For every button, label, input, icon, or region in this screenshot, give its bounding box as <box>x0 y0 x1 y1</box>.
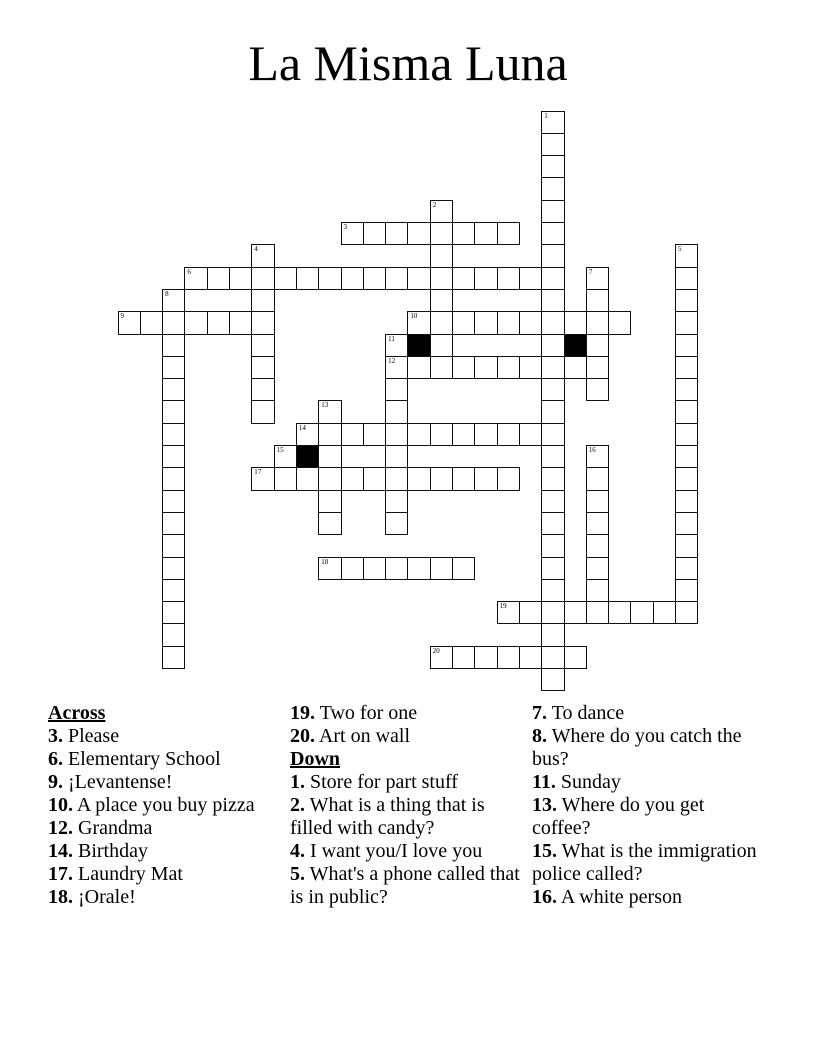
grid-cell[interactable] <box>541 423 564 446</box>
grid-cell[interactable] <box>430 267 453 290</box>
grid-cell[interactable] <box>251 267 274 290</box>
grid-cell[interactable] <box>541 155 564 178</box>
grid-cell[interactable] <box>385 334 408 357</box>
clue-number: 3. <box>48 725 63 747</box>
grid-cell[interactable] <box>675 467 698 490</box>
cell-number: 3 <box>343 223 347 231</box>
grid-cell[interactable] <box>497 467 520 490</box>
grid-cell[interactable] <box>675 289 698 312</box>
clue-number: 18. <box>48 886 73 908</box>
grid-cell[interactable] <box>586 311 609 334</box>
grid-cell[interactable] <box>296 423 319 446</box>
grid-cell[interactable] <box>162 289 185 312</box>
grid-cell[interactable] <box>140 311 163 334</box>
grid-cell[interactable] <box>675 334 698 357</box>
grid-cell[interactable] <box>586 378 609 401</box>
grid-cell[interactable] <box>430 646 453 669</box>
grid-cell[interactable] <box>675 512 698 535</box>
grid-cell[interactable] <box>452 646 475 669</box>
clue <box>290 863 520 909</box>
clue <box>290 702 520 725</box>
grid-cell[interactable] <box>162 490 185 513</box>
grid-cell[interactable] <box>541 267 564 290</box>
grid-cell[interactable] <box>184 311 207 334</box>
grid-cell[interactable] <box>251 378 274 401</box>
grid-cell[interactable] <box>541 311 564 334</box>
grid-cell[interactable] <box>430 244 453 267</box>
grid-cell[interactable] <box>452 311 475 334</box>
grid-cell[interactable] <box>162 445 185 468</box>
grid-cell[interactable] <box>586 512 609 535</box>
grid-cell[interactable] <box>430 467 453 490</box>
clue-number: 6. <box>48 748 63 770</box>
clue-text: Birthday <box>78 840 148 862</box>
grid-cell[interactable] <box>407 222 430 245</box>
clue-number: 14. <box>48 840 73 862</box>
grid-cell[interactable] <box>385 222 408 245</box>
grid-cell[interactable] <box>251 467 274 490</box>
grid-cell[interactable] <box>318 445 341 468</box>
grid-cell[interactable] <box>541 244 564 267</box>
clue-number: 11. <box>532 771 556 793</box>
grid-cell[interactable] <box>385 490 408 513</box>
grid-cell[interactable] <box>162 512 185 535</box>
clue-text: Sunday <box>560 771 621 793</box>
grid-cell[interactable] <box>675 534 698 557</box>
grid-cell[interactable] <box>407 267 430 290</box>
clue-text: ¡Orale! <box>78 886 136 908</box>
grid-cell[interactable] <box>675 601 698 624</box>
grid-cell[interactable] <box>162 378 185 401</box>
grid-cell[interactable] <box>675 445 698 468</box>
grid-cell[interactable] <box>341 467 364 490</box>
clue <box>48 817 278 840</box>
cell-number: 7 <box>588 267 593 276</box>
grid-cell[interactable] <box>586 467 609 490</box>
clue-number: 13. <box>532 794 557 816</box>
grid-cell[interactable] <box>564 311 587 334</box>
clue-text: What is the immigration police called? <box>532 840 757 885</box>
grid-cell[interactable] <box>341 267 364 290</box>
cell-number: 16 <box>588 446 596 454</box>
grid-cell[interactable] <box>363 267 386 290</box>
clue-number: 10. <box>48 794 73 816</box>
grid-cell[interactable] <box>675 356 698 379</box>
grid-cell[interactable] <box>251 400 274 423</box>
clue-number: 9. <box>48 771 63 793</box>
cell-number: 1 <box>544 111 548 120</box>
grid-cell[interactable] <box>318 512 341 535</box>
clue-number: 16. <box>532 886 557 908</box>
grid-cell[interactable] <box>586 267 609 290</box>
grid-cell[interactable] <box>653 601 676 624</box>
cell-number: 5 <box>678 245 682 254</box>
clue-text: I want you/I love you <box>310 840 483 862</box>
grid-cell[interactable] <box>229 267 252 290</box>
cell-number: 15 <box>276 446 284 454</box>
grid-cell[interactable] <box>608 311 631 334</box>
grid-cell[interactable] <box>162 534 185 557</box>
grid-cell[interactable] <box>385 378 408 401</box>
clue <box>532 725 762 771</box>
cell-number: 18 <box>321 557 329 566</box>
clues-column-3 <box>532 702 762 909</box>
grid-cell[interactable] <box>363 222 386 245</box>
grid-cell[interactable] <box>274 267 297 290</box>
grid-cell[interactable] <box>541 467 564 490</box>
clue-number: 12. <box>48 817 73 839</box>
grid-cell[interactable] <box>497 423 520 446</box>
grid-cell[interactable] <box>675 423 698 446</box>
grid-cell[interactable] <box>430 356 453 379</box>
grid-cell[interactable] <box>162 601 185 624</box>
clue-number: 2. <box>290 794 305 816</box>
grid-cell[interactable] <box>497 267 520 290</box>
grid-cell[interactable] <box>407 467 430 490</box>
grid-cell[interactable] <box>474 467 497 490</box>
grid-cell[interactable] <box>675 267 698 290</box>
clue-text: ¡Levantense! <box>68 771 173 793</box>
grid-cell[interactable] <box>385 557 408 580</box>
grid-cell[interactable] <box>407 423 430 446</box>
grid-cell[interactable] <box>452 267 475 290</box>
grid-cell[interactable] <box>541 378 564 401</box>
grid-cell[interactable] <box>385 512 408 535</box>
cell-number: 20 <box>432 646 440 655</box>
clue-number: 20. <box>290 725 315 747</box>
grid-cell[interactable] <box>497 356 520 379</box>
grid-cell[interactable] <box>430 200 453 223</box>
grid-cell[interactable] <box>564 356 587 379</box>
clue-text: A place you buy pizza <box>76 794 255 816</box>
grid-cell[interactable] <box>162 311 185 334</box>
grid-cell[interactable] <box>162 557 185 580</box>
grid-cell[interactable] <box>675 579 698 602</box>
grid-cell[interactable] <box>407 311 430 334</box>
grid-cell[interactable] <box>184 267 207 290</box>
grid-cell[interactable] <box>497 601 520 624</box>
clue <box>532 702 762 725</box>
grid-cell[interactable] <box>497 646 520 669</box>
clue <box>290 771 520 794</box>
puzzle-title: La Misma Luna <box>248 35 568 91</box>
grid-cell[interactable] <box>541 623 564 646</box>
grid-cell[interactable] <box>675 311 698 334</box>
clue-text: Elementary School <box>68 748 221 770</box>
grid-cell[interactable] <box>162 579 185 602</box>
grid-cell[interactable] <box>318 490 341 513</box>
grid-cell[interactable] <box>162 467 185 490</box>
cell-number: 13 <box>321 401 329 410</box>
clue-text: What's a phone called that is in public? <box>290 863 520 908</box>
clue <box>532 771 762 794</box>
grid-cell[interactable] <box>296 467 319 490</box>
grid-cell[interactable] <box>341 222 364 245</box>
grid-cell[interactable] <box>474 423 497 446</box>
clue-number: 19. <box>290 702 315 724</box>
grid-cell[interactable] <box>296 267 319 290</box>
grid-cell[interactable] <box>586 557 609 580</box>
grid-cell[interactable] <box>430 557 453 580</box>
grid-cell[interactable] <box>586 356 609 379</box>
grid-cell[interactable] <box>541 512 564 535</box>
grid-cell[interactable] <box>385 467 408 490</box>
grid-cell[interactable] <box>452 557 475 580</box>
grid-cell[interactable] <box>586 445 609 468</box>
cell-number: 19 <box>499 602 507 611</box>
grid-cell[interactable] <box>385 400 408 423</box>
cell-number: 8 <box>165 289 169 298</box>
grid-cell[interactable] <box>251 289 274 312</box>
clue-text: A white person <box>560 886 682 908</box>
cell-number: 9 <box>120 312 124 321</box>
clue <box>48 840 278 863</box>
grid-cell[interactable] <box>430 311 453 334</box>
grid-cell[interactable] <box>474 267 497 290</box>
grid-cell[interactable] <box>586 579 609 602</box>
grid-cell[interactable] <box>207 311 230 334</box>
grid-cell[interactable] <box>541 601 564 624</box>
cell-number: 14 <box>298 423 306 432</box>
grid-cell[interactable] <box>452 467 475 490</box>
clues-column-1 <box>48 702 278 909</box>
grid-cell[interactable] <box>162 356 185 379</box>
clue <box>48 794 278 817</box>
clue <box>532 794 762 840</box>
grid-cell[interactable] <box>675 244 698 267</box>
clue-number: 15. <box>532 840 557 862</box>
grid-cell[interactable] <box>341 557 364 580</box>
grid-cell[interactable] <box>162 334 185 357</box>
grid-cell[interactable] <box>541 222 564 245</box>
clue <box>48 748 278 771</box>
clue-text: Where do you get coffee? <box>532 794 705 839</box>
clue-text: To dance <box>551 702 625 724</box>
clue-text: What is a thing that is filled with candy? <box>290 794 485 839</box>
grid-cell[interactable] <box>162 400 185 423</box>
grid-cell[interactable] <box>274 445 297 468</box>
clue-number: 17. <box>48 863 73 885</box>
grid-cell[interactable] <box>162 423 185 446</box>
across-header: Across <box>48 702 106 724</box>
grid-cell[interactable] <box>675 378 698 401</box>
grid-cell[interactable] <box>385 423 408 446</box>
grid-cell[interactable] <box>519 423 542 446</box>
grid-cell[interactable] <box>363 557 386 580</box>
grid-cell[interactable] <box>318 557 341 580</box>
clue <box>48 725 278 748</box>
grid-cell[interactable] <box>341 423 364 446</box>
clue <box>48 863 278 886</box>
grid-cell[interactable] <box>497 311 520 334</box>
grid-cell[interactable] <box>541 289 564 312</box>
black-square <box>407 334 430 357</box>
clue-text: Grandma <box>78 817 153 839</box>
grid-cell[interactable] <box>541 534 564 557</box>
clue-number: 8. <box>532 725 547 747</box>
grid-cell[interactable] <box>519 267 542 290</box>
grid-cell[interactable] <box>564 646 587 669</box>
grid-cell[interactable] <box>519 356 542 379</box>
grid-cell[interactable] <box>274 467 297 490</box>
grid-cell[interactable] <box>541 579 564 602</box>
grid-cell[interactable] <box>430 423 453 446</box>
clue <box>532 886 762 909</box>
grid-cell[interactable] <box>630 601 653 624</box>
grid-cell[interactable] <box>497 222 520 245</box>
grid-cell[interactable] <box>207 267 230 290</box>
cell-number: 17 <box>254 468 262 477</box>
grid-cell[interactable] <box>251 334 274 357</box>
grid-cell[interactable] <box>541 557 564 580</box>
clue-text: Store for part stuff <box>310 771 458 793</box>
grid-cell[interactable] <box>430 222 453 245</box>
grid-cell[interactable] <box>586 534 609 557</box>
cell-number: 4 <box>254 245 258 254</box>
grid-cell[interactable] <box>541 334 564 357</box>
grid-cell[interactable] <box>541 400 564 423</box>
grid-cell[interactable] <box>541 445 564 468</box>
clue-text: Art on wall <box>318 725 410 747</box>
grid-cell[interactable] <box>541 356 564 379</box>
clue <box>48 771 278 794</box>
grid-cell[interactable] <box>675 557 698 580</box>
grid-cell[interactable] <box>251 244 274 267</box>
cell-number: 11 <box>388 334 395 343</box>
grid-cell[interactable] <box>541 177 564 200</box>
grid-cell[interactable] <box>474 646 497 669</box>
clue-text: Where do you catch the bus? <box>532 725 742 770</box>
grid-cell[interactable] <box>608 601 631 624</box>
grid-cell[interactable] <box>363 423 386 446</box>
clue-text: Please <box>68 725 120 747</box>
grid-cell[interactable] <box>586 601 609 624</box>
grid-cell[interactable] <box>407 356 430 379</box>
cell-number: 10 <box>410 312 418 321</box>
grid-cell[interactable] <box>162 646 185 669</box>
grid-cell[interactable] <box>474 222 497 245</box>
grid-cell[interactable] <box>541 490 564 513</box>
grid-cell[interactable] <box>430 334 453 357</box>
grid-cell[interactable] <box>675 400 698 423</box>
grid-cell[interactable] <box>430 289 453 312</box>
grid-cell[interactable] <box>318 423 341 446</box>
grid-cell[interactable] <box>586 334 609 357</box>
grid-cell[interactable] <box>452 222 475 245</box>
clue-number: 7. <box>532 702 547 724</box>
grid-cell[interactable] <box>162 623 185 646</box>
grid-cell[interactable] <box>251 356 274 379</box>
black-square <box>564 334 587 357</box>
clue <box>48 886 278 909</box>
clue-text: Two for one <box>319 702 418 724</box>
grid-cell[interactable] <box>318 400 341 423</box>
clues-column-2 <box>290 702 520 909</box>
grid-cell[interactable] <box>519 601 542 624</box>
grid-cell[interactable] <box>474 356 497 379</box>
grid-cell[interactable] <box>519 311 542 334</box>
clue-text: Laundry Mat <box>78 863 183 885</box>
clue <box>532 840 762 886</box>
cell-number: 12 <box>388 356 396 365</box>
grid-cell[interactable] <box>385 267 408 290</box>
clue <box>290 840 520 863</box>
grid-cell[interactable] <box>318 267 341 290</box>
grid-cell[interactable] <box>541 133 564 156</box>
grid-cell[interactable] <box>474 311 497 334</box>
grid-cell[interactable] <box>251 311 274 334</box>
clue <box>290 725 520 748</box>
grid-cell[interactable] <box>586 289 609 312</box>
down-header: Down <box>290 748 341 770</box>
grid-cell[interactable] <box>118 311 141 334</box>
grid-cell[interactable] <box>452 423 475 446</box>
grid-cell[interactable] <box>675 490 698 513</box>
grid-cell[interactable] <box>519 646 542 669</box>
clue <box>290 794 520 840</box>
grid-cell[interactable] <box>385 356 408 379</box>
grid-cell[interactable] <box>452 356 475 379</box>
grid-cell[interactable] <box>541 111 564 134</box>
grid-cell[interactable] <box>318 467 341 490</box>
grid-cell[interactable] <box>586 490 609 513</box>
grid-cell[interactable] <box>541 646 564 669</box>
grid-cell[interactable] <box>541 668 564 691</box>
black-square <box>296 445 319 468</box>
clue-number: 4. <box>290 840 305 862</box>
grid-cell[interactable] <box>363 467 386 490</box>
grid-cell[interactable] <box>407 557 430 580</box>
grid-cell[interactable] <box>541 200 564 223</box>
clue-number: 1. <box>290 771 305 793</box>
cell-number: 2 <box>432 200 437 209</box>
clue-number: 5. <box>290 863 305 885</box>
grid-cell[interactable] <box>385 445 408 468</box>
grid-cell[interactable] <box>564 601 587 624</box>
cell-number: 6 <box>187 267 191 276</box>
grid-cell[interactable] <box>229 311 252 334</box>
